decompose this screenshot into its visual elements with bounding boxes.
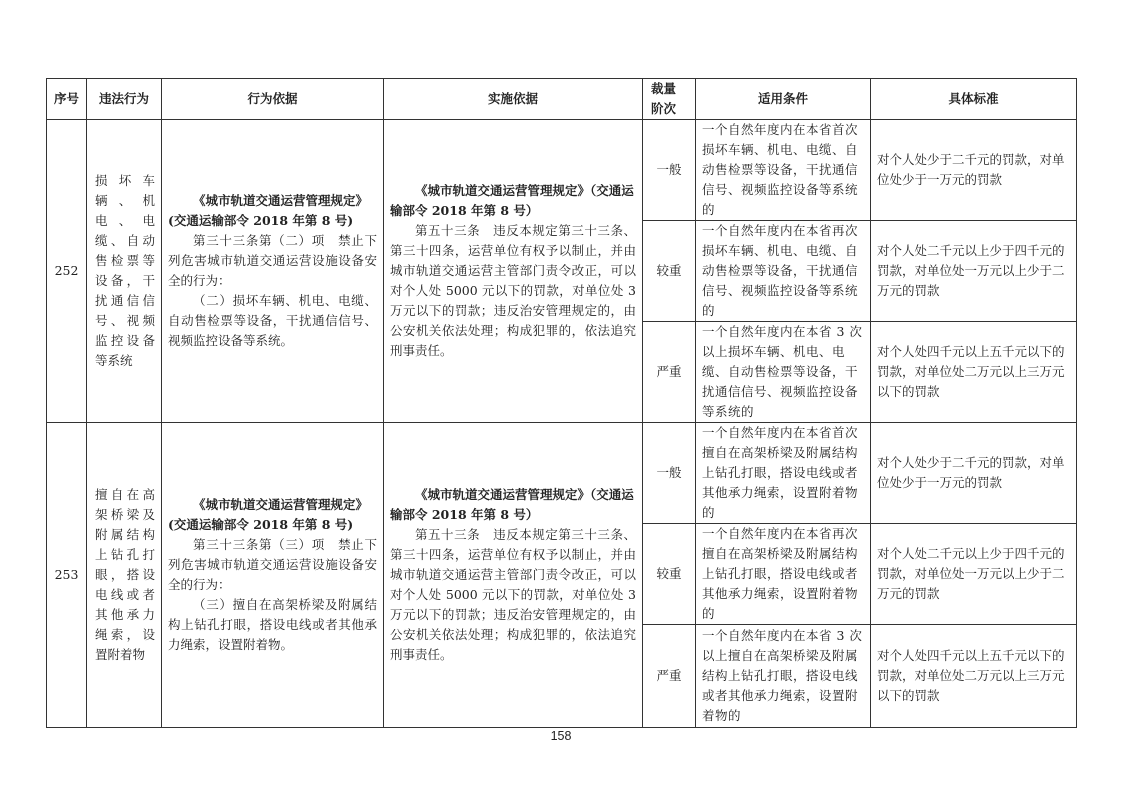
specific-standard: 对个人处二千元以上少于四千元的罚款，对单位处一万元以上少于二万元的罚款 bbox=[871, 221, 1077, 322]
basis-item: （三）擅自在高架桥梁及附属结构上钻孔打眼，搭设电线或者其他承力绳索，设置附着物。 bbox=[168, 597, 377, 652]
basis-item: （二）损坏车辆、机电、电缆、自动售检票等设备，干扰通信信号、视频监控设备等系统。 bbox=[168, 293, 377, 348]
header-impl: 实施依据 bbox=[384, 79, 643, 120]
header-level: 裁量阶次 bbox=[643, 79, 696, 120]
applicable-condition: 一个自然年度内在本省再次损坏车辆、机电、电缆、自动售检票等设备，干扰通信信号、视频监控设备等系统的 bbox=[696, 221, 871, 322]
header-row bbox=[47, 79, 1077, 120]
header-act: 违法行为 bbox=[87, 79, 162, 120]
discretion-level: 严重 bbox=[643, 625, 696, 728]
basis-article: 第三十三条第（三）项 禁止下列危害城市轨道交通运营设施设备安全的行为： bbox=[168, 537, 377, 592]
discretion-level: 一般 bbox=[643, 120, 696, 221]
header-basis: 行为依据 bbox=[162, 79, 384, 120]
applicable-condition: 一个自然年度内在本省 3 次以上损坏车辆、机电、电缆、自动售检票等设备，干扰通信信号、视频监控设备等系统的 bbox=[696, 322, 871, 423]
implementation-basis bbox=[384, 423, 643, 728]
violation-act: 损坏车辆、机电、电缆、自动售检票等设备，干扰通信信号、视频监控设备等系统 bbox=[87, 120, 162, 423]
penalty-table bbox=[46, 78, 1077, 728]
specific-standard: 对个人处四千元以上五千元以下的罚款，对单位处二万元以上三万元以下的罚款 bbox=[871, 322, 1077, 423]
table-row bbox=[47, 120, 1077, 221]
discretion-level: 一般 bbox=[643, 423, 696, 524]
behavior-basis bbox=[162, 120, 384, 423]
table-row bbox=[47, 423, 1077, 524]
applicable-condition: 一个自然年度内在本省首次损坏车辆、机电、电缆、自动售检票等设备，干扰通信信号、视频监控设备等系统的 bbox=[696, 120, 871, 221]
applicable-condition: 一个自然年度内在本省再次擅自在高架桥梁及附属结构上钻孔打眼，搭设电线或者其他承力绳索，设置附着物的 bbox=[696, 524, 871, 625]
impl-article: 第五十三条 违反本规定第三十三条、第三十四条，运营单位有权予以制止，并由城市轨道交通运营主管部门责令改正，可以对个人处 5000 元以下的罚款，对单位处 3 万元以下的罚款；违反治安管理规定的，由公安机关依法处理；构成犯罪的，依法追究刑事责任。 bbox=[390, 527, 636, 662]
basis-title: 《城市轨道交通运营管理规定》(交通运输部令 2018 年第 8 号) bbox=[168, 193, 369, 228]
impl-article: 第五十三条 违反本规定第三十三条、第三十四条，运营单位有权予以制止，并由城市轨道交通运营主管部门责令改正，可以对个人处 5000 元以下的罚款，对单位处 3 万元以下的罚款；违反治安管理规定的，由公安机关依法处理；构成犯罪的，依法追究刑事责任。 bbox=[390, 223, 636, 358]
header-no: 序号 bbox=[47, 79, 87, 120]
row-number: 253 bbox=[47, 423, 87, 728]
specific-standard: 对个人处少于二千元的罚款，对单位处少于一万元的罚款 bbox=[871, 120, 1077, 221]
discretion-level: 较重 bbox=[643, 524, 696, 625]
discretion-level: 严重 bbox=[643, 322, 696, 423]
specific-standard: 对个人处少于二千元的罚款，对单位处少于一万元的罚款 bbox=[871, 423, 1077, 524]
basis-title: 《城市轨道交通运营管理规定》(交通运输部令 2018 年第 8 号) bbox=[168, 497, 369, 532]
impl-title: 《城市轨道交通运营管理规定》（交通运输部令 2018 年第 8 号） bbox=[390, 487, 634, 522]
header-condition: 适用条件 bbox=[696, 79, 871, 120]
violation-act: 擅自在高架桥梁及附属结构上钻孔打眼，搭设电线或者其他承力绳索，设置附着物 bbox=[87, 423, 162, 728]
applicable-condition: 一个自然年度内在本省首次擅自在高架桥梁及附属结构上钻孔打眼，搭设电线或者其他承力绳索，设置附着物的 bbox=[696, 423, 871, 524]
implementation-basis bbox=[384, 120, 643, 423]
specific-standard: 对个人处二千元以上少于四千元的罚款，对单位处一万元以上少于二万元的罚款 bbox=[871, 524, 1077, 625]
row-number: 252 bbox=[47, 120, 87, 423]
impl-title: 《城市轨道交通运营管理规定》（交通运输部令 2018 年第 8 号） bbox=[390, 183, 634, 218]
behavior-basis bbox=[162, 423, 384, 728]
applicable-condition: 一个自然年度内在本省 3 次以上擅自在高架桥梁及附属结构上钻孔打眼，搭设电线或者其他承力绳索，设置附着物的 bbox=[696, 625, 871, 728]
specific-standard: 对个人处四千元以上五千元以下的罚款，对单位处二万元以上三万元以下的罚款 bbox=[871, 625, 1077, 728]
header-standard: 具体标准 bbox=[871, 79, 1077, 120]
basis-article: 第三十三条第（二）项 禁止下列危害城市轨道交通运营设施设备安全的行为： bbox=[168, 233, 377, 288]
page-number: 158 bbox=[550, 729, 572, 743]
discretion-level: 较重 bbox=[643, 221, 696, 322]
